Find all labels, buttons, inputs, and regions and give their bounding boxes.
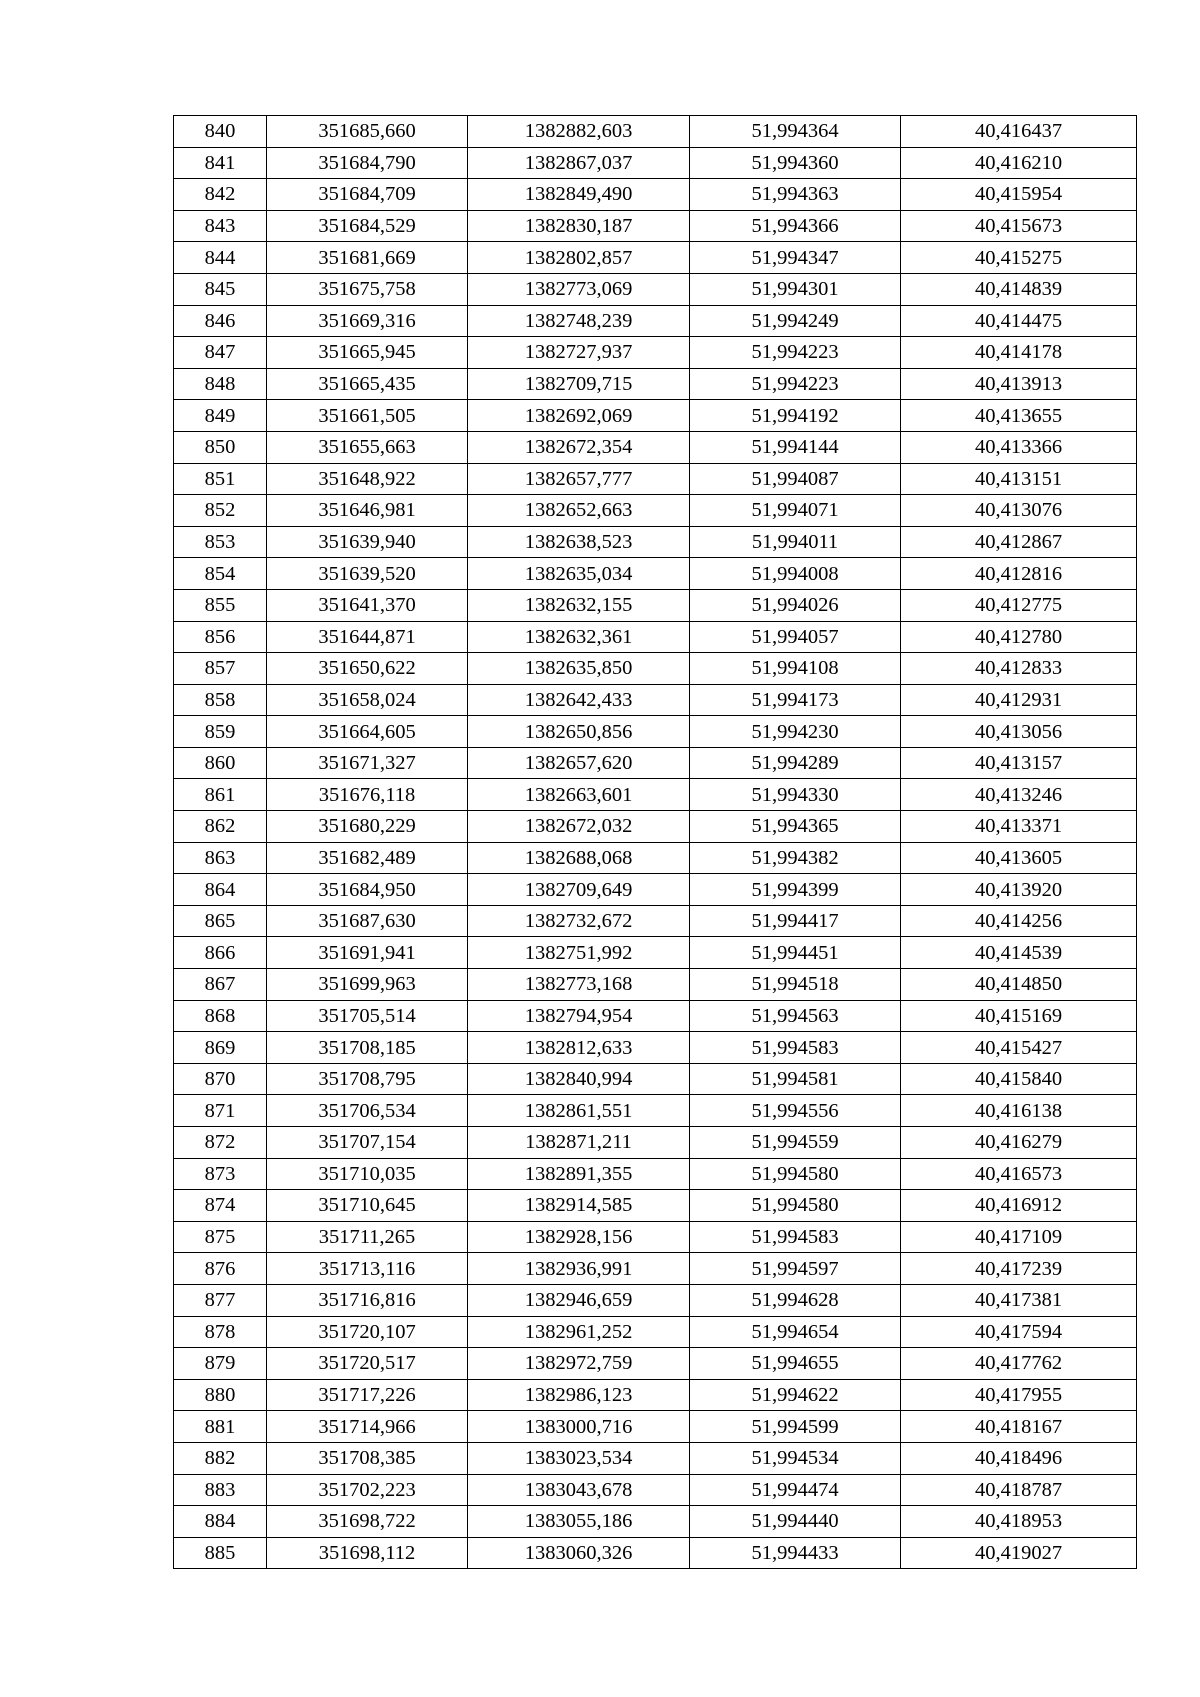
- y-coordinate-cell: 1382802,857: [468, 242, 690, 274]
- y-coordinate-cell: 1382812,633: [468, 1032, 690, 1064]
- latitude-cell: 51,994011: [690, 526, 901, 558]
- point-number-cell: 865: [174, 905, 267, 937]
- table-row: [174, 1063, 1137, 1095]
- x-coordinate-cell: 351680,229: [267, 811, 468, 843]
- longitude-cell: 40,415954: [901, 179, 1137, 211]
- y-coordinate-cell: 1382657,777: [468, 463, 690, 495]
- latitude-cell: 51,994230: [690, 716, 901, 748]
- longitude-cell: 40,417594: [901, 1316, 1137, 1348]
- y-coordinate-cell: 1382652,663: [468, 495, 690, 527]
- latitude-cell: 51,994556: [690, 1095, 901, 1127]
- point-number-cell: 862: [174, 811, 267, 843]
- point-number-cell: 877: [174, 1284, 267, 1316]
- x-coordinate-cell: 351698,112: [267, 1537, 468, 1569]
- table-row: [174, 1284, 1137, 1316]
- y-coordinate-cell: 1382751,992: [468, 937, 690, 969]
- table-row: [174, 1221, 1137, 1253]
- point-number-cell: 840: [174, 116, 267, 148]
- point-number-cell: 861: [174, 779, 267, 811]
- longitude-cell: 40,415427: [901, 1032, 1137, 1064]
- point-number-cell: 881: [174, 1411, 267, 1443]
- longitude-cell: 40,417239: [901, 1253, 1137, 1285]
- longitude-cell: 40,416138: [901, 1095, 1137, 1127]
- point-number-cell: 860: [174, 747, 267, 779]
- latitude-cell: 51,994563: [690, 1000, 901, 1032]
- x-coordinate-cell: 351706,534: [267, 1095, 468, 1127]
- y-coordinate-cell: 1382773,069: [468, 273, 690, 305]
- x-coordinate-cell: 351708,185: [267, 1032, 468, 1064]
- table-row: [174, 1127, 1137, 1159]
- longitude-cell: 40,415673: [901, 210, 1137, 242]
- latitude-cell: 51,994580: [690, 1158, 901, 1190]
- point-number-cell: 873: [174, 1158, 267, 1190]
- point-number-cell: 858: [174, 684, 267, 716]
- table-row: [174, 716, 1137, 748]
- x-coordinate-cell: 351658,024: [267, 684, 468, 716]
- point-number-cell: 846: [174, 305, 267, 337]
- latitude-cell: 51,994087: [690, 463, 901, 495]
- latitude-cell: 51,994223: [690, 368, 901, 400]
- point-number-cell: 863: [174, 842, 267, 874]
- x-coordinate-cell: 351639,940: [267, 526, 468, 558]
- point-number-cell: 842: [174, 179, 267, 211]
- latitude-cell: 51,994580: [690, 1190, 901, 1222]
- longitude-cell: 40,413655: [901, 400, 1137, 432]
- longitude-cell: 40,413605: [901, 842, 1137, 874]
- point-number-cell: 848: [174, 368, 267, 400]
- longitude-cell: 40,413056: [901, 716, 1137, 748]
- y-coordinate-cell: 1382861,551: [468, 1095, 690, 1127]
- x-coordinate-cell: 351684,790: [267, 147, 468, 179]
- latitude-cell: 51,994534: [690, 1442, 901, 1474]
- longitude-cell: 40,412816: [901, 558, 1137, 590]
- table-row: [174, 242, 1137, 274]
- y-coordinate-cell: 1382657,620: [468, 747, 690, 779]
- table-row: [174, 937, 1137, 969]
- longitude-cell: 40,413371: [901, 811, 1137, 843]
- longitude-cell: 40,413920: [901, 874, 1137, 906]
- longitude-cell: 40,417109: [901, 1221, 1137, 1253]
- table-row: [174, 969, 1137, 1001]
- point-number-cell: 867: [174, 969, 267, 1001]
- latitude-cell: 51,994364: [690, 116, 901, 148]
- longitude-cell: 40,414850: [901, 969, 1137, 1001]
- point-number-cell: 864: [174, 874, 267, 906]
- y-coordinate-cell: 1383000,716: [468, 1411, 690, 1443]
- longitude-cell: 40,412780: [901, 621, 1137, 653]
- table-row: [174, 558, 1137, 590]
- y-coordinate-cell: 1382709,649: [468, 874, 690, 906]
- latitude-cell: 51,994440: [690, 1506, 901, 1538]
- longitude-cell: 40,413076: [901, 495, 1137, 527]
- latitude-cell: 51,994654: [690, 1316, 901, 1348]
- longitude-cell: 40,413151: [901, 463, 1137, 495]
- point-number-cell: 847: [174, 337, 267, 369]
- x-coordinate-cell: 351699,963: [267, 969, 468, 1001]
- longitude-cell: 40,419027: [901, 1537, 1137, 1569]
- y-coordinate-cell: 1382638,523: [468, 526, 690, 558]
- table-row: [174, 779, 1137, 811]
- point-number-cell: 857: [174, 653, 267, 685]
- y-coordinate-cell: 1383043,678: [468, 1474, 690, 1506]
- point-number-cell: 851: [174, 463, 267, 495]
- longitude-cell: 40,417762: [901, 1348, 1137, 1380]
- longitude-cell: 40,416573: [901, 1158, 1137, 1190]
- point-number-cell: 878: [174, 1316, 267, 1348]
- longitude-cell: 40,413246: [901, 779, 1137, 811]
- table-row: [174, 337, 1137, 369]
- x-coordinate-cell: 351691,941: [267, 937, 468, 969]
- latitude-cell: 51,994173: [690, 684, 901, 716]
- longitude-cell: 40,418953: [901, 1506, 1137, 1538]
- y-coordinate-cell: 1382867,037: [468, 147, 690, 179]
- y-coordinate-cell: 1382882,603: [468, 116, 690, 148]
- point-number-cell: 885: [174, 1537, 267, 1569]
- table-row: [174, 147, 1137, 179]
- x-coordinate-cell: 351708,385: [267, 1442, 468, 1474]
- point-number-cell: 871: [174, 1095, 267, 1127]
- point-number-cell: 875: [174, 1221, 267, 1253]
- table-row: [174, 305, 1137, 337]
- point-number-cell: 844: [174, 242, 267, 274]
- x-coordinate-cell: 351705,514: [267, 1000, 468, 1032]
- x-coordinate-cell: 351644,871: [267, 621, 468, 653]
- table-row: [174, 1190, 1137, 1222]
- table-row: [174, 368, 1137, 400]
- y-coordinate-cell: 1382632,155: [468, 589, 690, 621]
- latitude-cell: 51,994581: [690, 1063, 901, 1095]
- table-row: [174, 116, 1137, 148]
- x-coordinate-cell: 351714,966: [267, 1411, 468, 1443]
- longitude-cell: 40,413913: [901, 368, 1137, 400]
- point-number-cell: 849: [174, 400, 267, 432]
- y-coordinate-cell: 1382688,068: [468, 842, 690, 874]
- table-row: [174, 905, 1137, 937]
- y-coordinate-cell: 1382928,156: [468, 1221, 690, 1253]
- longitude-cell: 40,412775: [901, 589, 1137, 621]
- x-coordinate-cell: 351655,663: [267, 431, 468, 463]
- x-coordinate-cell: 351664,605: [267, 716, 468, 748]
- coordinates-table-body: [174, 116, 1137, 1569]
- x-coordinate-cell: 351648,922: [267, 463, 468, 495]
- latitude-cell: 51,994433: [690, 1537, 901, 1569]
- table-row: [174, 179, 1137, 211]
- point-number-cell: 856: [174, 621, 267, 653]
- table-row: [174, 431, 1137, 463]
- latitude-cell: 51,994583: [690, 1032, 901, 1064]
- longitude-cell: 40,414256: [901, 905, 1137, 937]
- x-coordinate-cell: 351711,265: [267, 1221, 468, 1253]
- table-row: [174, 1537, 1137, 1569]
- point-number-cell: 869: [174, 1032, 267, 1064]
- y-coordinate-cell: 1382891,355: [468, 1158, 690, 1190]
- point-number-cell: 845: [174, 273, 267, 305]
- latitude-cell: 51,994474: [690, 1474, 901, 1506]
- y-coordinate-cell: 1382632,361: [468, 621, 690, 653]
- x-coordinate-cell: 351684,529: [267, 210, 468, 242]
- longitude-cell: 40,412931: [901, 684, 1137, 716]
- x-coordinate-cell: 351684,950: [267, 874, 468, 906]
- longitude-cell: 40,414178: [901, 337, 1137, 369]
- x-coordinate-cell: 351708,795: [267, 1063, 468, 1095]
- longitude-cell: 40,414839: [901, 273, 1137, 305]
- latitude-cell: 51,994597: [690, 1253, 901, 1285]
- table-row: [174, 842, 1137, 874]
- table-row: [174, 1000, 1137, 1032]
- latitude-cell: 51,994289: [690, 747, 901, 779]
- x-coordinate-cell: 351716,816: [267, 1284, 468, 1316]
- table-row: [174, 526, 1137, 558]
- y-coordinate-cell: 1382871,211: [468, 1127, 690, 1159]
- latitude-cell: 51,994417: [690, 905, 901, 937]
- latitude-cell: 51,994363: [690, 179, 901, 211]
- longitude-cell: 40,415840: [901, 1063, 1137, 1095]
- table-row: [174, 874, 1137, 906]
- y-coordinate-cell: 1382773,168: [468, 969, 690, 1001]
- point-number-cell: 859: [174, 716, 267, 748]
- point-number-cell: 852: [174, 495, 267, 527]
- y-coordinate-cell: 1382946,659: [468, 1284, 690, 1316]
- y-coordinate-cell: 1382748,239: [468, 305, 690, 337]
- x-coordinate-cell: 351650,622: [267, 653, 468, 685]
- table-row: [174, 1316, 1137, 1348]
- longitude-cell: 40,417955: [901, 1379, 1137, 1411]
- point-number-cell: 872: [174, 1127, 267, 1159]
- x-coordinate-cell: 351710,645: [267, 1190, 468, 1222]
- longitude-cell: 40,416279: [901, 1127, 1137, 1159]
- latitude-cell: 51,994108: [690, 653, 901, 685]
- latitude-cell: 51,994008: [690, 558, 901, 590]
- y-coordinate-cell: 1382972,759: [468, 1348, 690, 1380]
- point-number-cell: 884: [174, 1506, 267, 1538]
- y-coordinate-cell: 1383055,186: [468, 1506, 690, 1538]
- latitude-cell: 51,994628: [690, 1284, 901, 1316]
- x-coordinate-cell: 351685,660: [267, 116, 468, 148]
- longitude-cell: 40,417381: [901, 1284, 1137, 1316]
- x-coordinate-cell: 351676,118: [267, 779, 468, 811]
- y-coordinate-cell: 1382936,991: [468, 1253, 690, 1285]
- point-number-cell: 854: [174, 558, 267, 590]
- point-number-cell: 870: [174, 1063, 267, 1095]
- point-number-cell: 850: [174, 431, 267, 463]
- y-coordinate-cell: 1382986,123: [468, 1379, 690, 1411]
- table-row: [174, 1348, 1137, 1380]
- x-coordinate-cell: 351720,107: [267, 1316, 468, 1348]
- x-coordinate-cell: 351717,226: [267, 1379, 468, 1411]
- table-row: [174, 1506, 1137, 1538]
- table-row: [174, 1032, 1137, 1064]
- point-number-cell: 841: [174, 147, 267, 179]
- latitude-cell: 51,994071: [690, 495, 901, 527]
- point-number-cell: 866: [174, 937, 267, 969]
- y-coordinate-cell: 1382642,433: [468, 684, 690, 716]
- latitude-cell: 51,994360: [690, 147, 901, 179]
- latitude-cell: 51,994382: [690, 842, 901, 874]
- y-coordinate-cell: 1382914,585: [468, 1190, 690, 1222]
- table-row: [174, 621, 1137, 653]
- point-number-cell: 880: [174, 1379, 267, 1411]
- longitude-cell: 40,418787: [901, 1474, 1137, 1506]
- y-coordinate-cell: 1382794,954: [468, 1000, 690, 1032]
- y-coordinate-cell: 1382672,032: [468, 811, 690, 843]
- x-coordinate-cell: 351687,630: [267, 905, 468, 937]
- latitude-cell: 51,994655: [690, 1348, 901, 1380]
- latitude-cell: 51,994559: [690, 1127, 901, 1159]
- latitude-cell: 51,994192: [690, 400, 901, 432]
- latitude-cell: 51,994399: [690, 874, 901, 906]
- latitude-cell: 51,994223: [690, 337, 901, 369]
- latitude-cell: 51,994301: [690, 273, 901, 305]
- y-coordinate-cell: 1382635,850: [468, 653, 690, 685]
- point-number-cell: 843: [174, 210, 267, 242]
- table-row: [174, 1474, 1137, 1506]
- latitude-cell: 51,994599: [690, 1411, 901, 1443]
- longitude-cell: 40,418167: [901, 1411, 1137, 1443]
- y-coordinate-cell: 1382727,937: [468, 337, 690, 369]
- latitude-cell: 51,994518: [690, 969, 901, 1001]
- table-row: [174, 811, 1137, 843]
- table-row: [174, 684, 1137, 716]
- longitude-cell: 40,415169: [901, 1000, 1137, 1032]
- y-coordinate-cell: 1382961,252: [468, 1316, 690, 1348]
- table-row: [174, 1411, 1137, 1443]
- y-coordinate-cell: 1382635,034: [468, 558, 690, 590]
- latitude-cell: 51,994347: [690, 242, 901, 274]
- x-coordinate-cell: 351665,945: [267, 337, 468, 369]
- x-coordinate-cell: 351681,669: [267, 242, 468, 274]
- x-coordinate-cell: 351646,981: [267, 495, 468, 527]
- coordinates-table: [173, 115, 1137, 1569]
- table-row: [174, 400, 1137, 432]
- latitude-cell: 51,994583: [690, 1221, 901, 1253]
- x-coordinate-cell: 351698,722: [267, 1506, 468, 1538]
- x-coordinate-cell: 351684,709: [267, 179, 468, 211]
- y-coordinate-cell: 1382709,715: [468, 368, 690, 400]
- table-row: [174, 653, 1137, 685]
- x-coordinate-cell: 351702,223: [267, 1474, 468, 1506]
- latitude-cell: 51,994144: [690, 431, 901, 463]
- y-coordinate-cell: 1382663,601: [468, 779, 690, 811]
- longitude-cell: 40,413366: [901, 431, 1137, 463]
- longitude-cell: 40,415275: [901, 242, 1137, 274]
- longitude-cell: 40,416437: [901, 116, 1137, 148]
- latitude-cell: 51,994249: [690, 305, 901, 337]
- x-coordinate-cell: 351713,116: [267, 1253, 468, 1285]
- table-row: [174, 1442, 1137, 1474]
- latitude-cell: 51,994622: [690, 1379, 901, 1411]
- table-row: [174, 463, 1137, 495]
- y-coordinate-cell: 1383060,326: [468, 1537, 690, 1569]
- y-coordinate-cell: 1382840,994: [468, 1063, 690, 1095]
- y-coordinate-cell: 1382672,354: [468, 431, 690, 463]
- table-row: [174, 495, 1137, 527]
- table-row: [174, 1095, 1137, 1127]
- latitude-cell: 51,994330: [690, 779, 901, 811]
- latitude-cell: 51,994365: [690, 811, 901, 843]
- table-row: [174, 1253, 1137, 1285]
- point-number-cell: 879: [174, 1348, 267, 1380]
- y-coordinate-cell: 1382650,856: [468, 716, 690, 748]
- longitude-cell: 40,413157: [901, 747, 1137, 779]
- latitude-cell: 51,994366: [690, 210, 901, 242]
- latitude-cell: 51,994057: [690, 621, 901, 653]
- point-number-cell: 876: [174, 1253, 267, 1285]
- point-number-cell: 853: [174, 526, 267, 558]
- x-coordinate-cell: 351710,035: [267, 1158, 468, 1190]
- x-coordinate-cell: 351675,758: [267, 273, 468, 305]
- x-coordinate-cell: 351641,370: [267, 589, 468, 621]
- point-number-cell: 868: [174, 1000, 267, 1032]
- longitude-cell: 40,412867: [901, 526, 1137, 558]
- longitude-cell: 40,416210: [901, 147, 1137, 179]
- x-coordinate-cell: 351707,154: [267, 1127, 468, 1159]
- longitude-cell: 40,412833: [901, 653, 1137, 685]
- x-coordinate-cell: 351661,505: [267, 400, 468, 432]
- latitude-cell: 51,994026: [690, 589, 901, 621]
- longitude-cell: 40,414475: [901, 305, 1137, 337]
- y-coordinate-cell: 1382692,069: [468, 400, 690, 432]
- x-coordinate-cell: 351639,520: [267, 558, 468, 590]
- longitude-cell: 40,418496: [901, 1442, 1137, 1474]
- y-coordinate-cell: 1382849,490: [468, 179, 690, 211]
- table-row: [174, 210, 1137, 242]
- x-coordinate-cell: 351720,517: [267, 1348, 468, 1380]
- point-number-cell: 883: [174, 1474, 267, 1506]
- table-row: [174, 273, 1137, 305]
- table-row: [174, 747, 1137, 779]
- y-coordinate-cell: 1382732,672: [468, 905, 690, 937]
- longitude-cell: 40,414539: [901, 937, 1137, 969]
- point-number-cell: 855: [174, 589, 267, 621]
- x-coordinate-cell: 351665,435: [267, 368, 468, 400]
- table-row: [174, 1158, 1137, 1190]
- y-coordinate-cell: 1382830,187: [468, 210, 690, 242]
- table-row: [174, 1379, 1137, 1411]
- x-coordinate-cell: 351669,316: [267, 305, 468, 337]
- longitude-cell: 40,416912: [901, 1190, 1137, 1222]
- y-coordinate-cell: 1383023,534: [468, 1442, 690, 1474]
- table-row: [174, 589, 1137, 621]
- point-number-cell: 874: [174, 1190, 267, 1222]
- point-number-cell: 882: [174, 1442, 267, 1474]
- x-coordinate-cell: 351682,489: [267, 842, 468, 874]
- x-coordinate-cell: 351671,327: [267, 747, 468, 779]
- latitude-cell: 51,994451: [690, 937, 901, 969]
